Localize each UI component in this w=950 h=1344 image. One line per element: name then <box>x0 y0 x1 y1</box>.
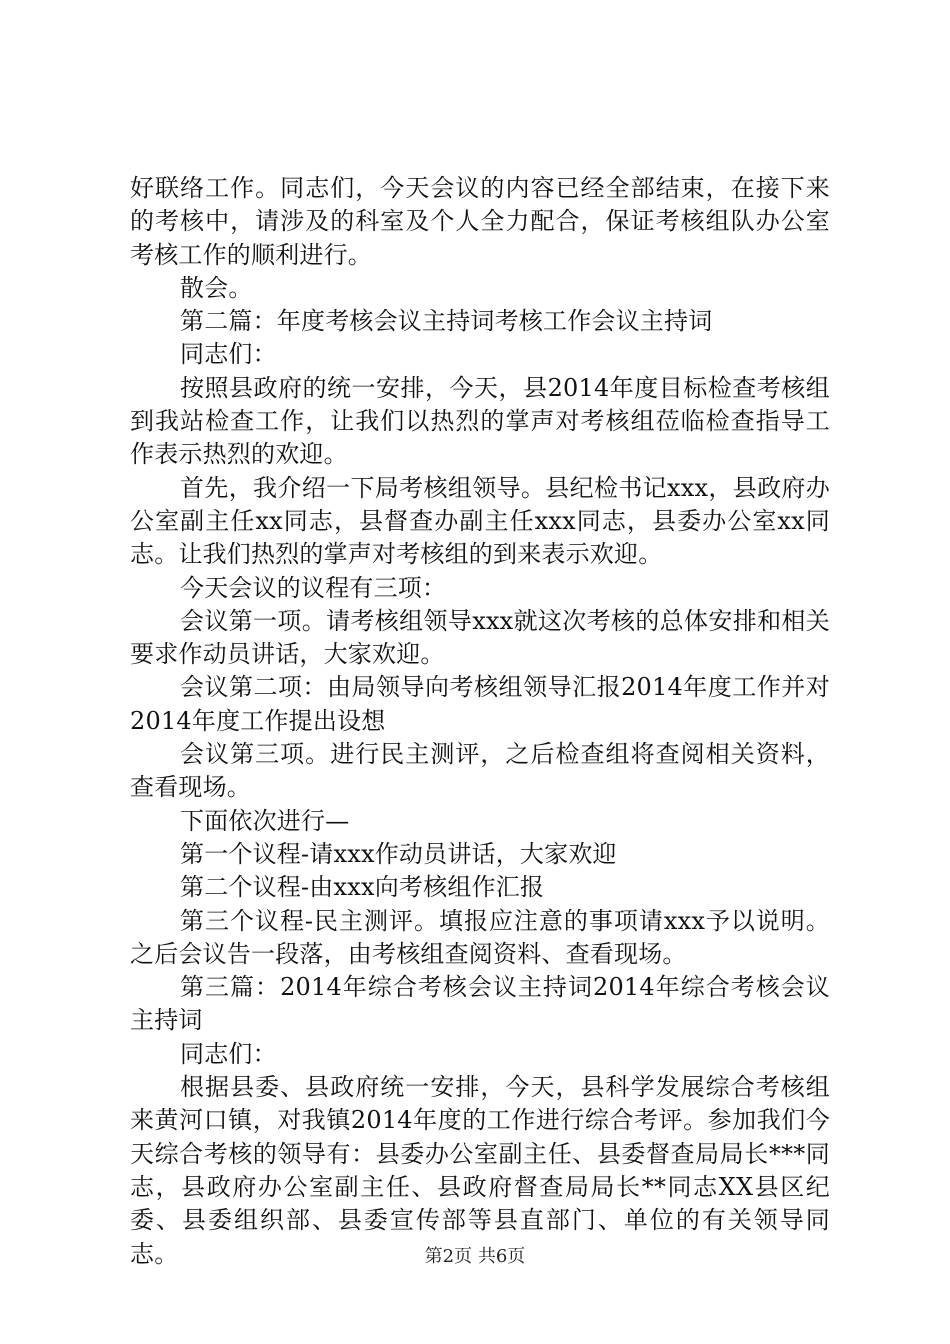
paragraph: 根据县委、县政府统一安排，今天，县科学发展综合考核组来黄河口镇，对我镇2014年度的工作进行综合考评。参加我们今天综合考核的领导有：县委办公室副主任、县委督查局局长***同志，县政府办公室副主任、县政府督查局局长**同志XX县区纪委、县委组织部、县委宣传部等县直部门、单位的有关领导同志。 <box>130 1073 830 1268</box>
paragraph: 第二个议程-由xxx向考核组作汇报 <box>180 873 545 902</box>
paragraph: 下面依次进行— <box>180 806 350 835</box>
paragraph: 按照县政府的统一安排，今天，县2014年度目标检查考核组到我站检查工作，让我们以热烈的掌声对考核组莅临检查指导工作表示热烈的欢迎。 <box>130 373 830 469</box>
section-heading: 第三篇：2014年综合考核会议主持词2014年综合考核会议主持词 <box>130 973 830 1035</box>
section-heading: 第二篇：年度考核会议主持词考核工作会议主持词 <box>180 307 713 336</box>
paragraph: 会议第二项：由局领导向考核组领导汇报2014年度工作并对2014年度工作提出设想 <box>130 673 830 735</box>
paragraph: 会议第一项。请考核组领导xxx就这次考核的总体安排和相关要求作动员讲话，大家欢迎。 <box>130 606 830 669</box>
page-number: 第2页 共6页 <box>424 1246 526 1267</box>
paragraph: 会议第三项。进行民主测评，之后检查组将查阅相关资料，查看现场。 <box>130 740 830 802</box>
paragraph: 首先，我介绍一下局考核组领导。县纪检书记xxx，县政府办公室副主任xx同志，县督查办副主任xxx同志，县委办公室xx同志。让我们热烈的掌声对考核组的到来表示欢迎。 <box>130 473 830 569</box>
salutation: 同志们： <box>180 1039 277 1068</box>
paragraph: 今天会议的议程有三项： <box>180 573 447 602</box>
paragraph: 散会。 <box>180 273 253 302</box>
paragraph: 第三个议程-民主测评。填报应注意的事项请xxx予以说明。之后会议告一段落，由考核组查阅资料、查看现场。 <box>130 906 830 968</box>
paragraph: 好联络工作。同志们，今天会议的内容已经全部结束，在接下来的考核中，请涉及的科室及个人全力配合，保证考核组队办公室考核工作的顺利进行。 <box>130 174 830 269</box>
paragraph: 第一个议程-请xxx作动员讲话，大家欢迎 <box>180 839 617 868</box>
document-body <box>130 172 830 1271</box>
salutation: 同志们： <box>180 340 277 369</box>
